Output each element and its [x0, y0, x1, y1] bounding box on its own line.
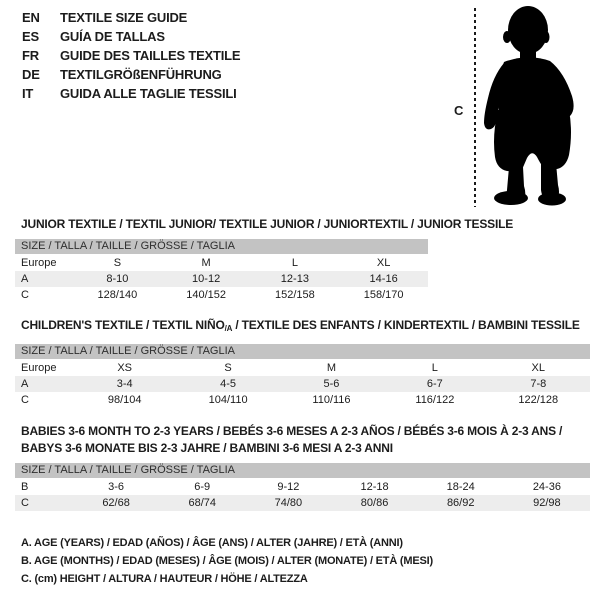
table-row	[15, 392, 590, 408]
size-cell: 18-24	[446, 481, 475, 493]
language-code: DE	[22, 67, 40, 82]
size-cell: 110/116	[312, 394, 351, 406]
children-size-table	[15, 344, 590, 408]
size-cell: 92/98	[533, 497, 561, 509]
legend-line-c: C. (cm) HEIGHT / ALTURA / HAUTEUR / HÖHE / ALTEZZA	[21, 573, 308, 585]
size-cell: M	[201, 257, 211, 269]
size-cell: S	[224, 362, 232, 374]
size-cell: XS	[117, 362, 133, 374]
size-cell: 152/158	[274, 289, 315, 301]
size-cell: XL	[531, 362, 546, 374]
size-cell: 158/170	[363, 289, 404, 301]
size-cell: 80/86	[360, 497, 389, 509]
row-label: C	[21, 289, 29, 301]
size-header-bar: SIZE / TALLA / TAILLE / GRÖSSE / TAGLIA	[15, 344, 590, 359]
size-cell: 128/140	[97, 289, 138, 301]
legend-line-a: A. AGE (YEARS) / EDAD (AÑOS) / ÂGE (ANS) / ALTER (JAHRE) / ETÀ (ANNI)	[21, 537, 403, 549]
babies-section-title	[21, 423, 562, 457]
size-cell: L	[431, 362, 438, 374]
size-cell: 98/104	[107, 394, 142, 406]
size-cell: 6-7	[426, 378, 443, 390]
size-cell: 122/128	[518, 394, 559, 406]
table-row	[15, 479, 590, 495]
language-code: IT	[22, 86, 34, 101]
junior-section-title: JUNIOR TEXTILE / TEXTIL JUNIOR/ TEXTILE JUNIOR / JUNIORTEXTIL / JUNIOR TESSILE	[21, 217, 514, 231]
measure-legend	[21, 534, 433, 588]
language-code: FR	[22, 48, 39, 63]
size-cell: 86/92	[446, 497, 475, 509]
babies-title-line2: BABYS 3-6 MONATE BIS 2-3 JAHRE / BAMBINI 3-6 MESI A 2-3 ANNI	[21, 441, 393, 455]
size-header-bar: SIZE / TALLA / TAILLE / GRÖSSE / TAGLIA	[15, 463, 590, 478]
size-cell: M	[326, 362, 337, 374]
size-cell: 24-36	[532, 481, 561, 493]
table-row	[15, 287, 428, 303]
language-row	[22, 27, 240, 46]
language-row	[22, 84, 240, 103]
size-cell: 4-5	[220, 378, 237, 390]
language-title-list	[22, 8, 240, 103]
table-row	[15, 360, 590, 376]
size-cell: 62/68	[102, 497, 130, 509]
size-cell: 68/74	[188, 497, 216, 509]
size-cell: 8-10	[106, 273, 129, 285]
table-row	[15, 495, 590, 511]
children-table-body	[15, 360, 590, 408]
row-label: A	[21, 273, 29, 285]
table-row	[15, 271, 428, 287]
language-row	[22, 65, 240, 84]
size-cell: 116/122	[415, 394, 455, 406]
row-label: C	[21, 497, 29, 509]
language-label: GUIDE DES TAILLES TEXTILE	[60, 48, 241, 63]
babies-table	[15, 479, 590, 511]
babies-title-line1: BABIES 3-6 MONTH TO 2-3 YEARS / BEBÉS 3-6 MESES A 2-3 AÑOS / BÉBÉS 3-6 MOIS À 2-3 ANS /	[21, 424, 563, 438]
babies-size-table	[15, 463, 590, 511]
junior-size-table	[15, 239, 428, 303]
language-code: EN	[22, 10, 40, 25]
size-cell: 10-12	[192, 273, 221, 285]
language-label: TEXTILE SIZE GUIDE	[60, 10, 188, 25]
language-label: TEXTILGRÖßENFÜHRUNG	[60, 67, 222, 82]
babies-table-body	[15, 479, 590, 511]
size-cell: XL	[376, 257, 391, 269]
children-title-pre: CHILDREN'S TEXTILE / TEXTIL NIÑO	[21, 318, 225, 332]
language-label: GUIDA ALLE TAGLIE TESSILI	[60, 86, 237, 101]
size-cell: 12-18	[360, 481, 389, 493]
size-cell: L	[291, 257, 298, 269]
height-measure-line	[474, 8, 476, 207]
language-row	[22, 46, 240, 65]
size-cell: 9-12	[277, 481, 300, 493]
language-row	[22, 8, 240, 27]
size-cell: 3-6	[108, 481, 125, 493]
row-label: Europe	[21, 257, 57, 269]
table-row	[15, 255, 428, 271]
language-code: ES	[22, 29, 39, 44]
height-measure-label: C	[454, 103, 464, 118]
size-cell: 6-9	[194, 481, 211, 493]
table-row	[15, 376, 590, 392]
language-label: GUÍA DE TALLAS	[60, 29, 165, 44]
row-label: A	[21, 378, 29, 390]
size-cell: S	[113, 257, 122, 269]
row-label: B	[21, 481, 29, 493]
children-title-subscript: /A	[224, 324, 233, 333]
size-cell: 7-8	[530, 378, 547, 390]
size-cell: 140/152	[186, 289, 226, 301]
size-cell: 12-13	[280, 273, 309, 285]
size-cell: 5-6	[323, 378, 340, 390]
children-section-title	[21, 317, 580, 337]
toddler-silhouette-icon	[480, 0, 595, 215]
children-table	[15, 360, 590, 408]
size-cell: 14-16	[369, 273, 398, 285]
size-cell: 104/110	[208, 394, 248, 406]
junior-table-body	[15, 255, 428, 303]
size-header-bar: SIZE / TALLA / TAILLE / GRÖSSE / TAGLIA	[15, 239, 428, 254]
junior-table	[15, 255, 428, 303]
size-cell: 3-4	[116, 378, 133, 390]
children-title-post: / TEXTILE DES ENFANTS / KINDERTEXTIL / BAMBINI TESSILE	[232, 318, 580, 332]
row-label: C	[21, 394, 29, 406]
row-label: Europe	[21, 362, 57, 374]
size-cell: 74/80	[274, 497, 303, 509]
legend-line-b: B. AGE (MONTHS) / EDAD (MESES) / ÂGE (MOIS) / ALTER (MONATE) / ETÀ (MESI)	[21, 555, 433, 567]
